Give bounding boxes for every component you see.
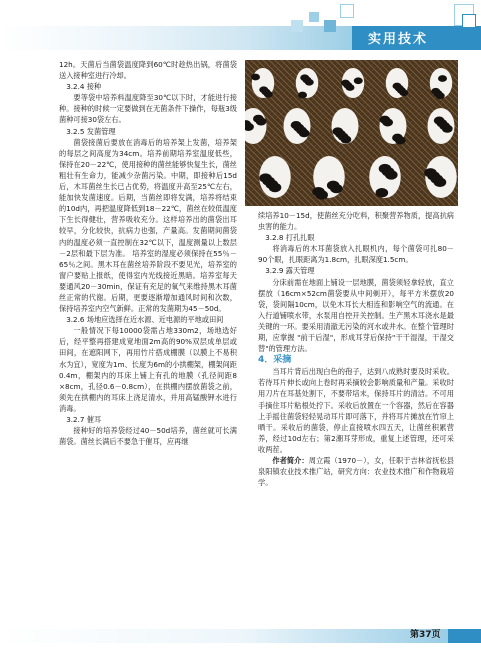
subsection-heading: 3.2.4 接种 bbox=[66, 82, 102, 92]
body-paragraph: 当耳片背后出现白色的孢子，达到八成熟时要及时采收。若待耳片伸长或向上卷时再采摘较会影响质量和产量。采收时用刀片在耳基处割下，不要带培末，保持耳片的清洁。不可用手摘住耳片粘根处拧下。采收后放置在一个容器，然后在容器上手摇住菌袋轻轻晃动耳片即可落下，并将耳片摊放在竹帘上晒干。采收后的菌袋，停止直接喷水四五天，让菌丝积累营养，经过10d左右；第2潮耳芽形成，重复上述管理，还可采收两茬。 bbox=[258, 367, 454, 454]
header-square-2 bbox=[309, 12, 319, 22]
header-band bbox=[0, 0, 481, 50]
body-paragraph: 菌袋接菌后要放在消毒后的培养架上发菌，培养架的每层之间高度为34cm。培养前期培养室温度低些，保持在20－22℃，使用接种的菌丝能够快复生长，菌丝粗壮有生命力，能减少杂菌污染。中期，即接种后15d后，木耳菌丝生长已占优势，将温度升高至25℃左右，能加快发菌速度。后期，当菌丝即将发满，培养将结束的10d内，再把温度降低到18－22℃，菌丝在较低温度下生长得健壮，营养吸收充分。这样培养出的菌袋出耳较早，分化较快，抗病力也强，产量高。发菌期间菌袋内的温度必须一直控制在32℃以下，温度测量以上数层－2层和最下层为准。 培养室的湿度必须保持在55％－65％之间。黑木耳在菌丝培养阶段不要见光，培养室的窗户要贴上报纸，使得室内光线接近黑暗。培养室每天要通风20－30min，保证有充足的氧气来维持黑木耳菌丝正常的代谢。后期，更要逐渐增加通风时间和次数，保持培养室内空气新鲜。正常的发菌期为45－50d。 bbox=[59, 137, 237, 314]
body-paragraph: 分床前需在地面上铺设一层地膜，菌袋须轻拿轻放，直立摆放（16cm×52cm菌袋要从中间剃开），每平方米摆放20袋，袋间隔10cm，以免木耳长大相连和影响空气的流通。在入行道铺喷水带，水泵用自控开关控制。生产黑木耳浇水是最关键的一环。要采用清澈无污染的河水或井水。在整个管理时期，应掌握 "前干后湿"，形成耳芽后保持"干干湿湿，干湿交替"的管理方法。 bbox=[258, 277, 454, 354]
body-paragraph: 12h。天菌后当菌袋温度降到60℃时趁热出锅，将菌袋送入接种室进行冷却。 bbox=[59, 60, 237, 81]
body-paragraph: 接种好的培养袋经过40－50d培养，菌丝就可长满菌袋。菌丝长满后不要急于催耳，应再继 bbox=[59, 426, 237, 447]
subsection-heading: 3.2.9 露天管理 bbox=[265, 266, 315, 276]
body-paragraph: 要等袋中培养料温度降至30℃以下时，才能进行接种。接种的时候一定要做到在无菌条件下操作，每瓶3级菌种可接30袋左右。 bbox=[59, 93, 237, 125]
fungus-bag bbox=[259, 156, 291, 198]
footer-bar bbox=[0, 629, 481, 643]
right-column bbox=[258, 210, 454, 488]
fungus-bag-illustration bbox=[245, 60, 458, 206]
page-number: 第37页 bbox=[410, 630, 441, 640]
fungus-bag bbox=[386, 68, 409, 98]
header-box-2 bbox=[462, 14, 476, 28]
body-paragraph: 一般情况下每10000袋需占地330m2，场地选好后，经平整再搭建成宽地面2m高的90%双层成单层或田间，在遮阳网下，再用竹片搭成棚膜（以膜上不易积水为宜），宽度为1m、长度为6m的小拱棚架，棚架间距0.4m，棚架内的耳床上铺上有孔的地膜（孔径间距8 ×8cm，孔径0.6－0.8cm），在拱棚内摆放菌袋之前，须先在拱棚内的耳床上浇足清水，并用高锰酸钾水进行消毒。 bbox=[59, 326, 237, 413]
header-square-3 bbox=[324, 20, 336, 32]
fungus-bag bbox=[332, 108, 359, 144]
fungus-bag bbox=[428, 108, 455, 144]
fungus-bag-photo bbox=[245, 60, 458, 206]
section-label: 实用技术 bbox=[368, 32, 429, 47]
header-square-1 bbox=[291, 20, 303, 32]
header-square-4 bbox=[340, 4, 354, 18]
author-bio bbox=[258, 455, 454, 488]
subsection-heading: 3.2.8 打孔扎眼 bbox=[265, 233, 315, 243]
fungus-bag bbox=[369, 156, 401, 198]
subsection-heading: 3.2.5 发菌管理 bbox=[66, 126, 116, 136]
body-paragraph: 将消毒后的木耳菌袋放入扎眼机内，每个菌袋可扎80－90个眼，扎眼距离为1.8cm，扎眼深度1.5cm。 bbox=[258, 244, 454, 265]
subsection-heading: 3.2.7 催耳 bbox=[66, 415, 102, 424]
left-column bbox=[59, 59, 237, 447]
fungus-bag bbox=[284, 108, 311, 144]
author-bio-text: 周立霞（1970－），女，任职于吉林省抚松县泉阳镇农业技术推广站，研究方向：农业技术推广和作物栽培学。 bbox=[258, 455, 454, 488]
section-heading: 4．采摘 bbox=[258, 355, 292, 366]
body-paragraph: 续培养10－15d，使菌丝充分吃料，积聚营养物质，提高抗病虫害的能力。 bbox=[258, 211, 454, 232]
subsection-heading: 3.2.6 场地应选择在近水源、近电源的平地或田间 bbox=[66, 315, 224, 325]
footer-tag bbox=[448, 629, 481, 643]
author-bio-label: 作者简介： bbox=[272, 455, 309, 465]
